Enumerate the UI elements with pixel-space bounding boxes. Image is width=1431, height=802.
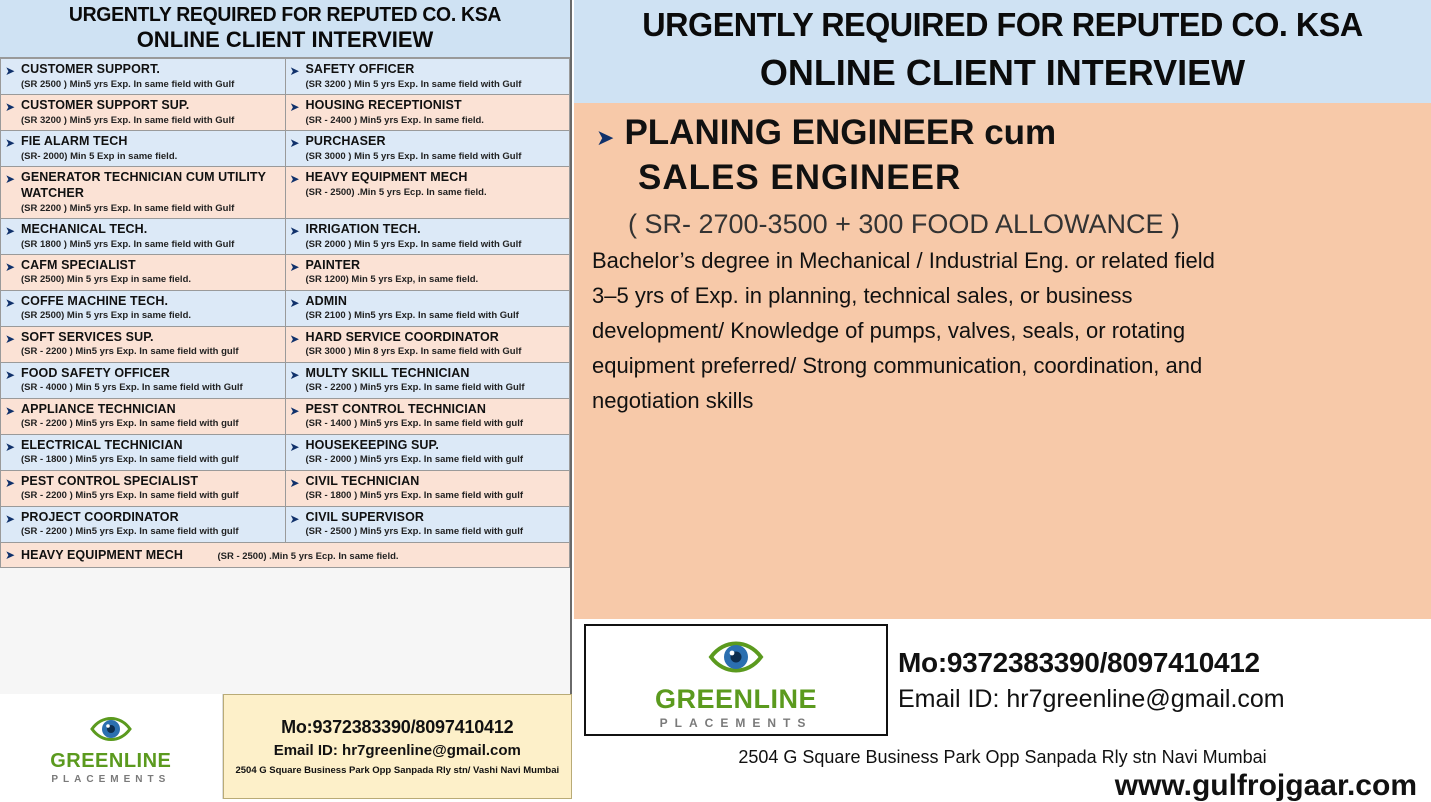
requirement-line: 3–5 yrs of Exp. in planning, technical sales, or business bbox=[592, 283, 1133, 309]
job-cell bbox=[1, 398, 286, 434]
job-desc: (SR - 2200 ) Min5 yrs Exp. In same field with gulf bbox=[21, 526, 239, 538]
job-cell bbox=[285, 506, 570, 542]
job-cell bbox=[285, 434, 570, 470]
job-desc: (SR - 4000 ) Min 5 yrs Exp. In same field with Gulf bbox=[21, 382, 243, 394]
job-cell bbox=[1, 167, 286, 219]
company-logo bbox=[0, 694, 223, 799]
table-row bbox=[1, 434, 570, 470]
table-row bbox=[1, 59, 570, 95]
job-title: HEAVY EQUIPMENT MECH bbox=[21, 547, 183, 562]
job-title: MULTY SKILL TECHNICIAN bbox=[305, 365, 470, 380]
right-body bbox=[574, 103, 1431, 415]
job-title: HEAVY EQUIPMENT MECH bbox=[305, 170, 468, 185]
job-title: COFFE MACHINE TECH. bbox=[21, 293, 169, 308]
job-desc: (SR 3200 ) Min5 yrs Exp. In same field with Gulf bbox=[21, 114, 235, 126]
table-row bbox=[1, 326, 570, 362]
salary-text: ( SR- 2700-3500 + 300 FOOD ALLOWANCE ) bbox=[628, 209, 1180, 240]
job-cell bbox=[285, 218, 570, 254]
left-footer bbox=[0, 694, 572, 799]
job-cell bbox=[1, 131, 286, 167]
arrow-bullet-icon: ➤ bbox=[5, 403, 16, 418]
requirement-line: equipment preferred/ Strong communication, coordination, and bbox=[592, 353, 1203, 379]
job-desc: (SR - 2500) .Min 5 yrs Ecp. In same field. bbox=[305, 186, 487, 198]
logo-name: GREENLINE bbox=[654, 683, 818, 714]
job-desc: (SR - 2500 ) Min5 yrs Exp. In same field with gulf bbox=[305, 526, 523, 538]
job-desc: (SR - 2200 ) Min5 yrs Exp. In same field with gulf bbox=[21, 418, 239, 430]
arrow-bullet-icon: ➤ bbox=[289, 511, 300, 526]
job-title: APPLIANCE TECHNICIAN bbox=[21, 401, 176, 416]
job-title: FIE ALARM TECH bbox=[21, 134, 128, 149]
job-cell bbox=[1, 434, 286, 470]
job-desc: (SR 2100 ) Min5 yrs Exp. In same field with Gulf bbox=[305, 310, 519, 322]
table-row bbox=[1, 218, 570, 254]
job-title: GENERATOR TECHNICIAN CUM UTILITY WATCHER bbox=[21, 170, 266, 200]
right-header bbox=[574, 0, 1431, 103]
table-row bbox=[1, 95, 570, 131]
job-desc: (SR - 1400 ) Min5 yrs Exp. In same field with gulf bbox=[305, 418, 523, 430]
right-flyer-panel bbox=[574, 0, 1431, 802]
arrow-bullet-icon: ➤ bbox=[289, 100, 300, 115]
job-cell-wide bbox=[1, 542, 570, 567]
job-title: IRRIGATION TECH. bbox=[305, 221, 421, 236]
job-desc: (SR 1800 ) Min5 yrs Exp. In same field with Gulf bbox=[21, 238, 235, 250]
arrow-bullet-icon: ➤ bbox=[5, 511, 16, 526]
right-footer bbox=[574, 619, 1431, 802]
job-title: PAINTER bbox=[305, 257, 361, 272]
eye-logo-icon bbox=[706, 631, 766, 683]
logo-name: GREENLINE bbox=[50, 749, 172, 772]
job-title: PEST CONTROL TECHNICIAN bbox=[305, 401, 487, 416]
job-desc: (SR - 2200 ) Min5 yrs Exp. In same field with gulf bbox=[21, 490, 239, 502]
job-desc: (SR 2200 ) Min5 yrs Exp. In same field with Gulf bbox=[21, 202, 235, 214]
arrow-bullet-icon: ➤ bbox=[5, 367, 16, 382]
left-header bbox=[0, 0, 570, 58]
job-desc: (SR 2500) Min 5 yrs Exp in same field. bbox=[21, 274, 192, 286]
job-title: ELECTRICAL TECHNICIAN bbox=[21, 437, 183, 452]
role-title-line2: SALES ENGINEER bbox=[638, 158, 962, 198]
eye-logo-icon bbox=[88, 709, 134, 749]
requirement-line: Bachelor’s degree in Mechanical / Industrial Eng. or related field bbox=[592, 248, 1215, 274]
website-bar bbox=[574, 769, 1431, 802]
job-title: HOUSEKEEPING SUP. bbox=[305, 437, 439, 452]
arrow-bullet-icon: ➤ bbox=[5, 172, 16, 187]
left-flyer-panel bbox=[0, 0, 572, 799]
arrow-bullet-icon: ➤ bbox=[289, 223, 300, 238]
left-contact-block bbox=[223, 694, 572, 799]
job-cell bbox=[285, 290, 570, 326]
right-header-line2: ONLINE CLIENT INTERVIEW bbox=[759, 51, 1246, 93]
job-cell bbox=[1, 362, 286, 398]
office-address: 2504 G Square Business Park Opp Sanpada Rly stn/ Vashi Navi Mumbai bbox=[235, 765, 560, 776]
job-title: SOFT SERVICES SUP. bbox=[21, 329, 154, 344]
job-cell bbox=[1, 470, 286, 506]
job-desc: (SR 2500 ) Min5 yrs Exp. In same field with Gulf bbox=[21, 79, 235, 91]
arrow-bullet-icon: ➤ bbox=[289, 64, 300, 79]
job-desc: (SR 3000 ) Min 8 yrs Exp. In same field with Gulf bbox=[305, 346, 522, 358]
job-title: CUSTOMER SUPPORT. bbox=[21, 62, 160, 77]
job-desc: (SR 3200 ) Min 5 yrs Exp. In same field with Gulf bbox=[305, 79, 522, 91]
arrow-bullet-icon: ➤ bbox=[289, 403, 300, 418]
job-cell bbox=[1, 59, 286, 95]
job-cell bbox=[1, 218, 286, 254]
arrow-bullet-icon: ➤ bbox=[289, 439, 300, 454]
job-title: CUSTOMER SUPPORT SUP. bbox=[21, 98, 190, 113]
job-title: HARD SERVICE COORDINATOR bbox=[305, 329, 499, 344]
arrow-bullet-icon: ➤ bbox=[289, 295, 300, 310]
job-cell bbox=[1, 254, 286, 290]
job-cell bbox=[285, 326, 570, 362]
job-cell bbox=[1, 506, 286, 542]
arrow-bullet-icon: ➤ bbox=[5, 136, 16, 151]
requirement-line: negotiation skills bbox=[592, 388, 754, 414]
job-cell bbox=[1, 290, 286, 326]
left-header-line1: URGENTLY REQUIRED FOR REPUTED CO. KSA bbox=[68, 4, 502, 26]
table-row bbox=[1, 398, 570, 434]
table-row bbox=[1, 506, 570, 542]
job-desc: (SR - 2400 ) Min5 yrs Exp. In same field. bbox=[305, 114, 484, 126]
job-desc: (SR - 1800 ) Min5 yrs Exp. In same field with gulf bbox=[21, 454, 239, 466]
requirement-line: development/ Knowledge of pumps, valves, seals, or rotating bbox=[592, 318, 1186, 344]
left-header-line2: ONLINE CLIENT INTERVIEW bbox=[136, 27, 434, 52]
job-title: PURCHASER bbox=[305, 134, 386, 149]
table-row bbox=[1, 470, 570, 506]
table-row bbox=[1, 542, 570, 567]
job-cell bbox=[1, 95, 286, 131]
website-url[interactable]: www.gulfrojgaar.com bbox=[1114, 769, 1417, 802]
job-cell bbox=[285, 167, 570, 219]
arrow-bullet-icon: ➤ bbox=[289, 331, 300, 346]
job-cell bbox=[1, 326, 286, 362]
right-footer-bar bbox=[574, 619, 1431, 741]
arrow-bullet-icon: ➤ bbox=[5, 475, 16, 490]
job-cell bbox=[285, 95, 570, 131]
job-cell bbox=[285, 131, 570, 167]
table-row bbox=[1, 254, 570, 290]
job-desc: (SR 3000 ) Min 5 yrs Exp. In same field with Gulf bbox=[305, 150, 522, 162]
job-cell bbox=[285, 362, 570, 398]
arrow-bullet-icon: ➤ bbox=[5, 223, 16, 238]
arrow-bullet-icon: ➤ bbox=[5, 547, 16, 562]
arrow-bullet-icon: ➤ bbox=[5, 331, 16, 346]
arrow-bullet-icon: ➤ bbox=[5, 100, 16, 115]
arrow-bullet-icon: ➤ bbox=[289, 367, 300, 382]
job-title: PEST CONTROL SPECIALIST bbox=[21, 473, 199, 488]
job-desc: (SR 1200) Min 5 yrs Exp, in same field. bbox=[305, 274, 479, 286]
phone-number[interactable]: Mo:9372383390/8097410412 bbox=[281, 717, 514, 737]
arrow-bullet-icon: ➤ bbox=[289, 259, 300, 274]
job-title: HOUSING RECEPTIONIST bbox=[305, 98, 462, 113]
right-header-line1: URGENTLY REQUIRED FOR REPUTED CO. KSA bbox=[642, 6, 1363, 43]
table-row bbox=[1, 290, 570, 326]
arrow-bullet-icon: ➤ bbox=[5, 259, 16, 274]
phone-number[interactable]: Mo:9372383390/8097410412 bbox=[898, 646, 1260, 678]
arrow-bullet-icon: ➤ bbox=[5, 295, 16, 310]
job-desc: (SR - 2000 ) Min5 yrs Exp. In same field with gulf bbox=[305, 454, 523, 466]
featured-role bbox=[592, 113, 1413, 153]
logo-subtitle: PLACEMENTS bbox=[51, 773, 171, 785]
table-row bbox=[1, 167, 570, 219]
job-cell bbox=[285, 398, 570, 434]
logo-subtitle: PLACEMENTS bbox=[659, 715, 813, 730]
email-address[interactable]: Email ID: hr7greenline@gmail.com bbox=[898, 684, 1285, 713]
right-contact-block bbox=[888, 647, 1431, 714]
job-title: FOOD SAFETY OFFICER bbox=[21, 365, 170, 380]
job-listing-table bbox=[0, 58, 570, 567]
email-address[interactable]: Email ID: hr7greenline@gmail.com bbox=[273, 742, 521, 759]
arrow-bullet-icon: ➤ bbox=[289, 172, 300, 187]
job-cell bbox=[285, 470, 570, 506]
table-row bbox=[1, 131, 570, 167]
job-desc: (SR 2000 ) Min 5 yrs Exp. In same field with Gulf bbox=[305, 238, 522, 250]
arrow-bullet-icon: ➤ bbox=[5, 439, 16, 454]
job-title: MECHANICAL TECH. bbox=[21, 221, 148, 236]
job-desc: (SR 2500) Min 5 yrs Exp in same field. bbox=[21, 310, 192, 322]
company-logo bbox=[584, 624, 888, 736]
role-title-line1: PLANING ENGINEER cum bbox=[624, 112, 1057, 152]
job-title: CIVIL SUPERVISOR bbox=[305, 509, 425, 524]
job-cell bbox=[285, 254, 570, 290]
arrow-bullet-icon: ➤ bbox=[289, 475, 300, 490]
job-title: CAFM SPECIALIST bbox=[21, 257, 136, 272]
job-desc: (SR- 2000) Min 5 Exp in same field. bbox=[21, 150, 178, 162]
job-title: ADMIN bbox=[305, 293, 347, 308]
arrow-bullet-icon: ➤ bbox=[596, 124, 615, 150]
job-desc: (SR - 2500) .Min 5 yrs Ecp. In same field. bbox=[217, 550, 399, 562]
job-desc: (SR - 2200 ) Min5 yrs Exp. In same field with gulf bbox=[21, 346, 239, 358]
table-row bbox=[1, 362, 570, 398]
job-desc: (SR - 1800 ) Min5 yrs Exp. In same field with gulf bbox=[305, 490, 523, 502]
job-title: SAFETY OFFICER bbox=[305, 62, 415, 77]
job-title: CIVIL TECHNICIAN bbox=[305, 473, 420, 488]
arrow-bullet-icon: ➤ bbox=[289, 136, 300, 151]
job-title: PROJECT COORDINATOR bbox=[21, 509, 179, 524]
job-desc: (SR - 2200 ) Min5 yrs Exp. In same field with Gulf bbox=[305, 382, 525, 394]
job-cell bbox=[285, 59, 570, 95]
office-address: 2504 G Square Business Park Opp Sanpada Rly stn Navi Mumbai bbox=[574, 741, 1431, 773]
arrow-bullet-icon: ➤ bbox=[5, 64, 16, 79]
